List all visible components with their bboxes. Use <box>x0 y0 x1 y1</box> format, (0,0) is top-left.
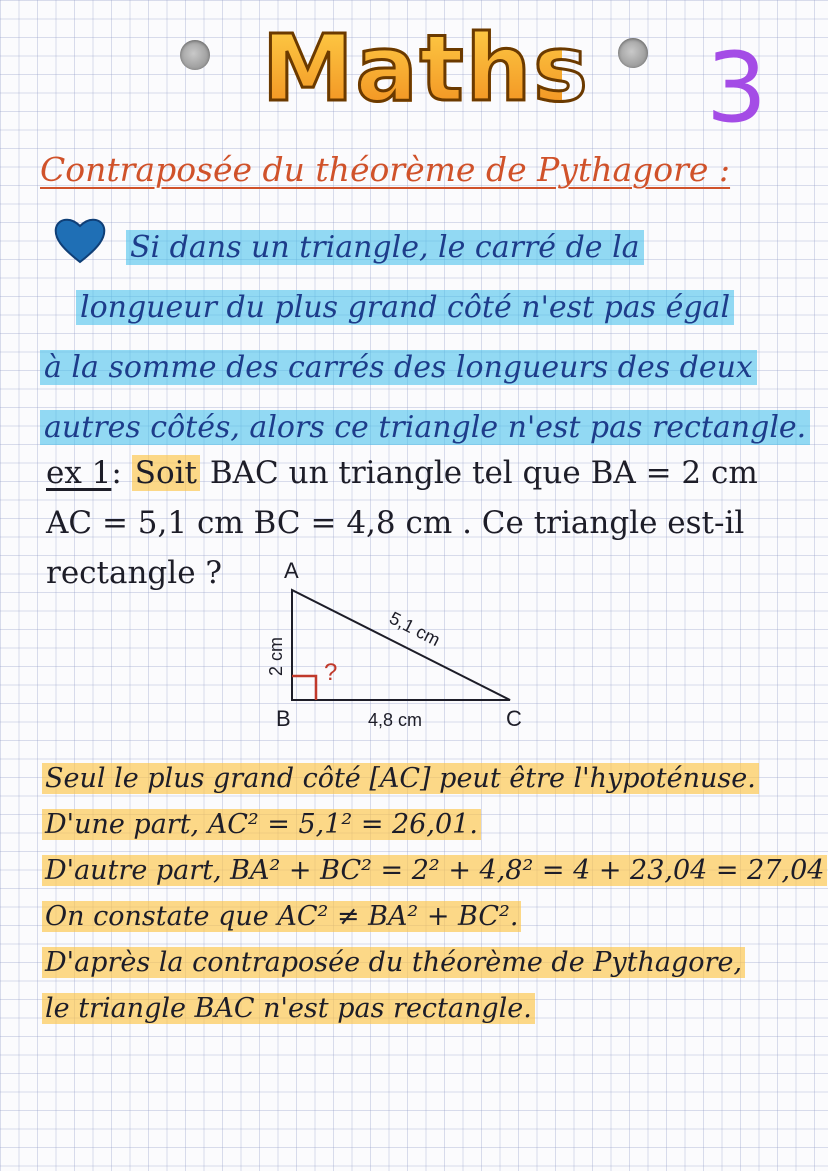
vertex-c-label: C <box>506 706 522 731</box>
theorem-line-text: Si dans un triangle, le carré de la <box>126 230 644 265</box>
example-line <box>46 448 816 498</box>
binder-hole-right <box>618 38 648 68</box>
theorem-line <box>40 278 822 338</box>
example-colon: : <box>111 455 122 491</box>
solution-line-5: D'après la contraposée du théorème de Pythagore, <box>42 947 745 978</box>
solution-line <box>42 756 822 802</box>
theorem-line-text: longueur du plus grand côté n'est pas égal <box>76 290 734 325</box>
binder-hole-left <box>180 40 210 70</box>
theorem-statement <box>40 218 822 458</box>
solution-line <box>42 894 822 940</box>
solution-line <box>42 986 822 1032</box>
side-ac-label: 5,1 cm <box>386 607 444 651</box>
solution-line-2: D'une part, AC² = 5,1² = 26,01. <box>42 809 481 840</box>
theorem-line-text: à la somme des carrés des longueurs des deux <box>40 350 757 385</box>
solution-line-4: On constate que AC² ≠ BA² + BC². <box>42 901 521 932</box>
example-line-3: rectangle ? <box>46 555 223 591</box>
solution-line-1: Seul le plus grand côté [AC] peut être l'hypoténuse. <box>42 763 759 794</box>
vertex-b-label: B <box>276 706 291 731</box>
right-angle-marker <box>292 676 316 700</box>
theorem-line <box>40 218 822 278</box>
example-soit: Soit <box>132 455 200 491</box>
solution-line-3: D'autre part, BA² + BC² = 2² + 4,8² = 4 + 23,04 = 27,04 <box>42 855 827 886</box>
triangle-figure <box>250 560 550 740</box>
theorem-line-text: autres côtés, alors ce triangle n'est pas rectangle. <box>40 410 810 445</box>
example-label: ex 1 <box>46 455 112 491</box>
section-heading <box>40 148 730 192</box>
solution-line <box>42 940 822 986</box>
page-number: 3 <box>706 32 768 144</box>
page-title: Maths <box>262 15 590 122</box>
vertex-a-label: A <box>284 560 299 583</box>
example-line-1: BAC un triangle tel que BA = 2 cm <box>209 455 758 491</box>
solution-line <box>42 802 822 848</box>
section-heading-text: Contraposée du théorème de Pythagore : <box>40 150 731 189</box>
side-bc-label: 4,8 cm <box>368 710 423 730</box>
solution-line-6: le triangle BAC n'est pas rectangle. <box>42 993 535 1024</box>
example-line-2: AC = 5,1 cm BC = 4,8 cm . Ce triangle est-il <box>46 505 745 541</box>
solution <box>42 756 825 1032</box>
right-angle-question: ? <box>324 659 338 686</box>
side-ab-label: 2 cm <box>266 636 286 676</box>
theorem-line <box>40 338 822 398</box>
solution-line <box>42 848 825 894</box>
